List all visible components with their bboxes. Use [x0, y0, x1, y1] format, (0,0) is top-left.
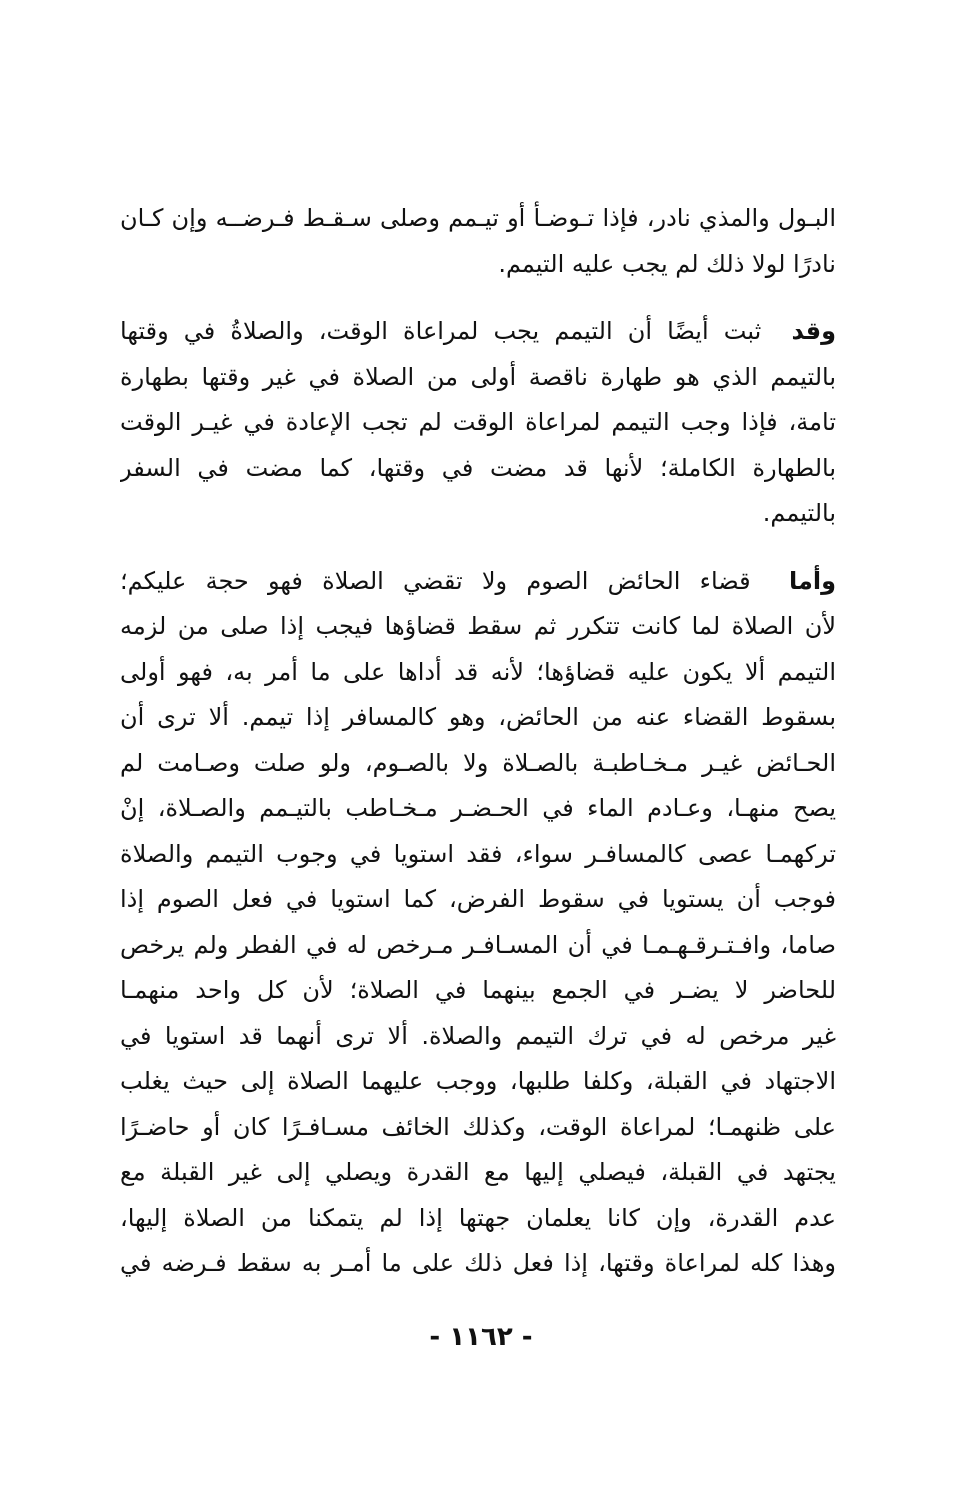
first-line-text: ثبت أيضًا أن التيمم يجب لمراعاة الوقت، والصلاةُ في وقتها — [120, 317, 762, 345]
text-line: لأن الصلاة لما كانت تتكرر ثم سقط قضاؤها فيجب إذا صلى من لزمه — [120, 612, 836, 640]
text-line: تامة، فإذا وجب التيمم لمراعاة الوقت لم تجب الإعادة في غيـر الوقت — [120, 408, 836, 436]
text-line: يجتهد في القبلة، فيصلي إليها مع القدرة ويصلي إلى غير القبلة مع — [120, 1158, 836, 1186]
text-line: تركهمـا عصى كالمسافـر سواء، فقد استويا في وجوب التيمم والصلاة — [120, 839, 836, 868]
text-line: غير مرخص له في ترك التيمم والصلاة. ألا ترى أنهما قد استويا في — [120, 1021, 836, 1050]
text-line: بسقوط القضاء عنه من الحائض، وهو كالمسافر إذا تيمم. ألا ترى أن — [120, 703, 836, 731]
text-line: على ظنهمـا؛ لمراعاة الوقت، وكذلك الخائف مسـافـرًا كان أو حاضـرًا — [120, 1112, 836, 1141]
text-line: البـول والمذي نادر، فإذا تـوضـأ أو تيـمم وصلى سـقـط فـرضــه وإن كـان — [120, 204, 836, 232]
text-line: يصح منهـا، وعـادم الماء في الحـضـر مـخـاطب بالتيـمم والصـلاة، إنْ — [120, 794, 836, 822]
text-line: وهذا كله لمراعاة وقتها، إذا فعل ذلك على ما أمـر به سقط فـرضه في — [120, 1249, 836, 1277]
text-line: فوجب أن يستويا في سقوط الفرض، كما استويا في فعل الصوم إذا — [120, 885, 836, 913]
text-line: التيمم ألا يكون عليه قضاؤها؛ لأنه قد أداها على ما أمر به، فهو أولى — [120, 657, 836, 686]
body-text — [120, 196, 836, 1309]
paragraph-2 — [120, 309, 836, 537]
text-line: بالتيمم الذي هو طهارة ناقصة أولى من الصلاة في غير وقتها بطهارة — [120, 362, 836, 391]
page-number: - ١١٦٢ - — [429, 1322, 533, 1352]
paragraph-lead-word: وأما — [788, 566, 836, 595]
text-line: بالطهارة الكاملة؛ لأنها قد مضت في وقتها، كما مضت في السفر — [120, 453, 836, 482]
text-line — [120, 309, 836, 355]
text-line: نادرًا لولا ذلك لم يجب عليه التيمم. — [498, 249, 836, 278]
paragraph-3 — [120, 559, 836, 1287]
text-line — [120, 559, 836, 605]
paragraph-lead-word: وقد — [791, 317, 836, 345]
first-line-text: قضاء الحائض الصوم ولا تقضي الصلاة فهو حجة عليكم؛ — [120, 566, 751, 595]
text-line: الحـائض غيـر مـخـاطبـة بالصـلاة ولا بالصـوم، ولو صلت وصـامت لم — [120, 748, 836, 777]
paragraph-1 — [120, 196, 836, 287]
text-line: للحاضر لا يضـر في الجمع بينهما في الصلاة؛ لأن كل واحد منهمـا — [120, 976, 836, 1004]
text-line: صاما، وافـتـرقـهـمـا في أن المسـافـر مـرخص له في الفطر ولم يرخص — [120, 930, 836, 959]
text-line: بالتيمم. — [762, 499, 836, 527]
text-line: عدم القدرة، وإن كانا يعلمان جهتها إذا لم يتمكنا من الصلاة إليها، — [120, 1203, 836, 1232]
text-line: الاجتهاد في القبلة، وكلفا طلبها، ووجب عليهما الصلاة إلى حيث يغلب — [120, 1067, 836, 1095]
